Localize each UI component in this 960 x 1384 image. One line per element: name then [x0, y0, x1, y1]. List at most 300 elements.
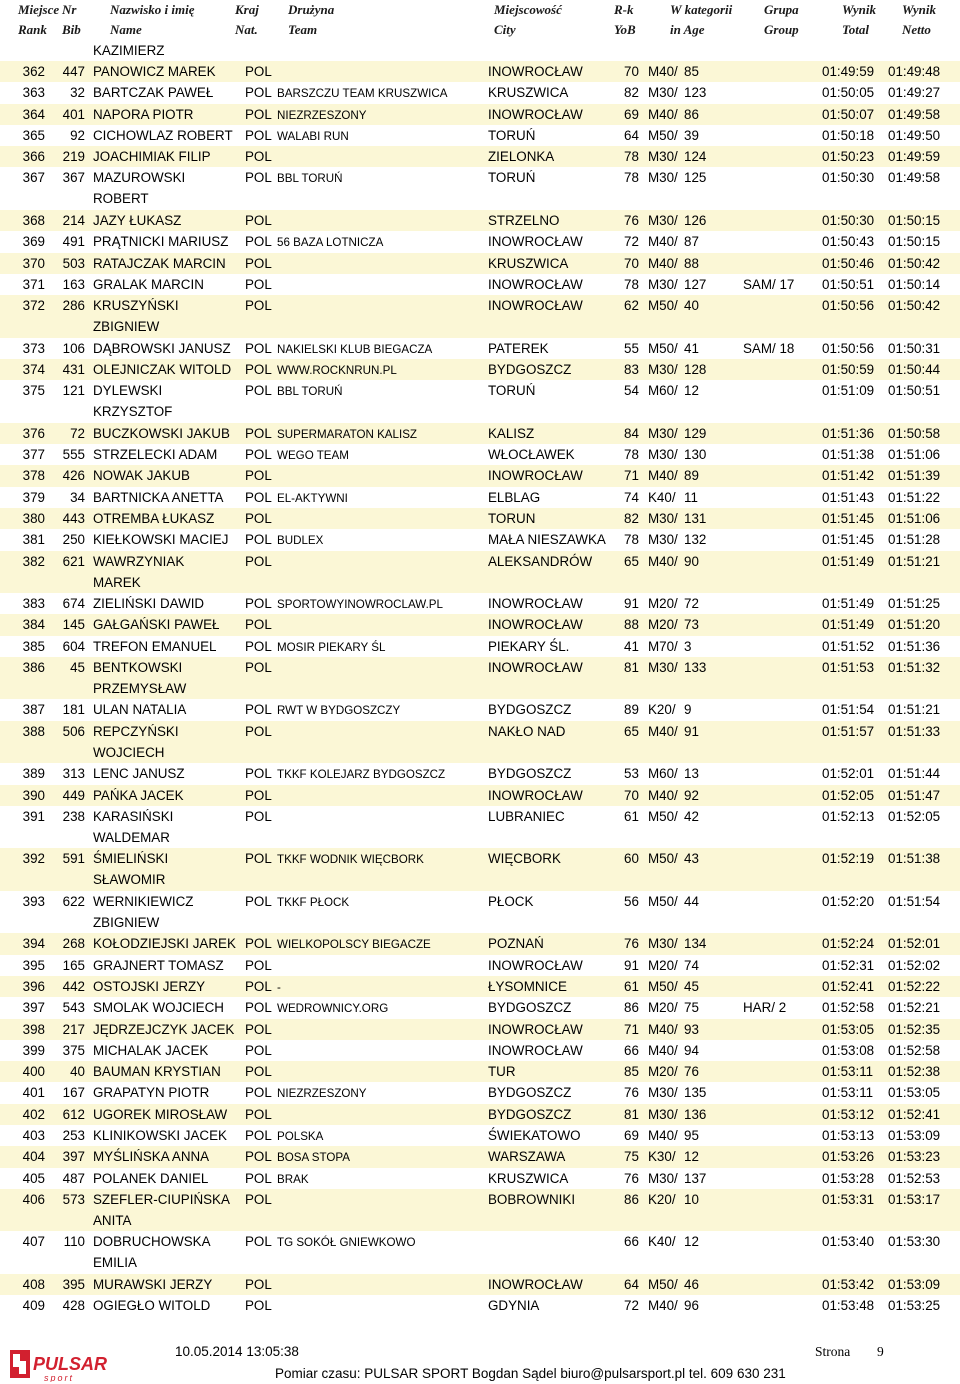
table-row: [0, 657, 960, 700]
nat-cell: POL: [245, 106, 272, 122]
nat-cell: POL: [245, 1106, 272, 1122]
nat-cell: POL: [245, 936, 272, 952]
table-row: [0, 146, 960, 167]
net-time-cell: 01:51:54: [888, 893, 941, 909]
name-line-continued: ZBIGNIEW: [93, 914, 160, 930]
net-time-cell: 01:51:32: [888, 659, 941, 675]
net-time-cell: 01:53:23: [888, 1149, 941, 1165]
in-age-cell: 3: [684, 638, 692, 654]
name-cell: [93, 444, 217, 465]
continued-name: KAZIMIERZ: [93, 43, 165, 58]
net-time-cell: 01:53:30: [888, 1234, 941, 1250]
category-cell: M40/: [648, 787, 678, 803]
name-line-continued: ROBERT: [93, 191, 149, 207]
name-cell: [93, 61, 216, 82]
yob-cell: 53: [624, 766, 639, 782]
yob-cell: 66: [624, 1234, 639, 1250]
city-cell: POZNAŃ: [488, 936, 544, 952]
nat-cell: POL: [245, 64, 272, 79]
bib-cell: 121: [62, 383, 85, 399]
nat-cell: POL: [245, 851, 272, 867]
team-cell: BUDLEX: [277, 534, 324, 548]
nat-cell: POL: [245, 1042, 272, 1058]
in-age-cell: 130: [684, 447, 707, 463]
yob-cell: 89: [624, 702, 639, 718]
table-row: [0, 1274, 960, 1295]
name-line-continued: ANITA: [93, 1212, 132, 1228]
rank-cell: 406: [22, 1191, 45, 1207]
name-line: CICHOWLAZ ROBERT: [93, 127, 233, 143]
yob-cell: 76: [624, 212, 639, 228]
bib-cell: 40: [70, 1064, 85, 1080]
category-cell: M40/: [648, 723, 678, 739]
table-row: [0, 614, 960, 635]
name-line: LENC JANUSZ: [93, 766, 185, 782]
yob-cell: 91: [624, 957, 639, 973]
name-line: MAZUROWSKI: [93, 170, 186, 186]
rank-cell: 407: [22, 1234, 45, 1250]
pulsar-logo: [10, 1348, 114, 1382]
team-cell: EL-AKTYWNI: [277, 491, 348, 505]
rank-cell: 403: [22, 1128, 45, 1143]
in-age-cell: 42: [684, 808, 699, 824]
team-cell: 56 BAZA LOTNICZA: [277, 236, 384, 250]
total-time-cell: 01:51:52: [822, 638, 875, 654]
nat-cell: POL: [245, 893, 272, 909]
total-time-cell: 01:53:28: [822, 1170, 875, 1186]
name-cell: [93, 274, 204, 295]
yob-cell: 83: [624, 361, 639, 377]
name-cell: [93, 508, 214, 529]
net-time-cell: 01:51:28: [888, 532, 941, 548]
yob-cell: 69: [624, 1128, 639, 1143]
name-line: BENTKOWSKI: [93, 659, 183, 675]
bib-cell: 286: [62, 298, 85, 314]
category-cell: M50/: [648, 1276, 678, 1292]
net-time-cell: 01:51:21: [888, 702, 941, 718]
name-cell: [93, 763, 185, 784]
name-line: RATAJCZAK MARCIN: [93, 255, 226, 271]
table-row: [0, 806, 960, 849]
in-age-cell: 127: [684, 276, 707, 292]
bib-cell: 163: [62, 276, 85, 292]
table-row: [0, 1104, 960, 1125]
in-age-cell: 43: [684, 851, 699, 867]
total-time-cell: 01:51:43: [822, 489, 875, 505]
team-cell: RWT W BYDGOSZCZY: [277, 704, 401, 718]
net-time-cell: 01:52:38: [888, 1064, 941, 1080]
category-cell: M30/: [648, 170, 678, 186]
city-cell: GDYNIA: [488, 1298, 540, 1314]
city-cell: WŁOCŁAWEK: [488, 447, 575, 463]
net-time-cell: 01:50:14: [888, 276, 941, 292]
nat-cell: POL: [245, 85, 272, 101]
header-in-age: W kategorii in Age: [670, 2, 733, 37]
yob-cell: 86: [624, 1191, 639, 1207]
nat-cell: POL: [245, 1085, 272, 1101]
name-cell: [93, 423, 230, 444]
table-row: [0, 210, 960, 231]
city-cell: BYDGOSZCZ: [488, 766, 572, 782]
name-line: GRAJNERT TOMASZ: [93, 957, 224, 973]
bib-cell: 674: [62, 596, 85, 612]
name-line: BARTCZAK PAWEŁ: [93, 85, 214, 101]
total-time-cell: 01:51:38: [822, 447, 875, 463]
name-cell: [93, 955, 224, 976]
group-cell: SAM/ 18: [743, 340, 795, 356]
header-team: Drużyna Team: [288, 2, 335, 37]
bib-cell: 238: [62, 808, 85, 824]
yob-cell: 84: [624, 425, 639, 441]
yob-cell: 62: [624, 298, 639, 314]
in-age-cell: 94: [684, 1042, 699, 1058]
bib-cell: 32: [70, 85, 85, 101]
net-time-cell: 01:51:36: [888, 638, 941, 654]
table-row: [0, 785, 960, 806]
table-row: [0, 529, 960, 550]
in-age-cell: 92: [684, 787, 699, 803]
nat-cell: POL: [245, 1298, 272, 1314]
city-cell: KALISZ: [488, 425, 535, 441]
in-age-cell: 91: [684, 723, 699, 739]
city-cell: PŁOCK: [488, 893, 534, 909]
nat-cell: POL: [245, 212, 272, 228]
rank-cell: 374: [22, 361, 45, 377]
bib-cell: 612: [62, 1106, 85, 1122]
name-cell: [93, 210, 181, 231]
bib-cell: 214: [62, 212, 85, 228]
name-cell: [93, 338, 231, 359]
name-cell: [93, 551, 184, 593]
nat-cell: POL: [245, 1191, 272, 1207]
name-cell: [93, 1104, 227, 1125]
in-age-cell: 72: [684, 596, 699, 612]
nat-cell: POL: [245, 1234, 272, 1250]
header-name: Nazwisko i imię Name: [110, 2, 195, 37]
name-cell: [93, 1146, 209, 1167]
nat-cell: POL: [245, 1064, 272, 1080]
bib-cell: 253: [62, 1128, 85, 1143]
bib-cell: 591: [62, 851, 85, 867]
net-time-cell: 01:50:58: [888, 425, 941, 441]
yob-cell: 70: [624, 255, 639, 271]
bib-cell: 367: [62, 170, 85, 186]
net-time-cell: 01:53:25: [888, 1298, 941, 1314]
rank-cell: 408: [22, 1276, 45, 1292]
yob-cell: 69: [624, 106, 639, 122]
in-age-cell: 123: [684, 85, 707, 101]
in-age-cell: 41: [684, 340, 699, 356]
net-time-cell: 01:51:38: [888, 851, 941, 867]
rank-cell: 365: [22, 127, 45, 143]
table-row: [0, 1082, 960, 1103]
net-time-cell: 01:53:05: [888, 1085, 941, 1101]
in-age-cell: 133: [684, 659, 707, 675]
name-cell: [93, 1082, 209, 1103]
in-age-cell: 88: [684, 255, 699, 271]
category-cell: M50/: [648, 808, 678, 824]
in-age-cell: 12: [684, 1234, 699, 1250]
header-total: Wynik Total: [842, 2, 876, 37]
name-line: KRUSZYŃSKI: [93, 298, 179, 314]
table-row: [0, 551, 960, 594]
category-cell: K30/: [648, 1149, 676, 1165]
net-time-cell: 01:51:33: [888, 723, 941, 739]
bib-cell: 431: [62, 361, 85, 377]
nat-cell: POL: [245, 447, 272, 463]
rank-cell: 372: [22, 298, 45, 314]
total-time-cell: 01:51:49: [822, 596, 875, 612]
city-cell: INOWROCŁAW: [488, 64, 583, 79]
table-row: [0, 1125, 960, 1146]
page-label: Strona: [815, 1344, 851, 1359]
category-cell: M40/: [648, 255, 678, 271]
name-cell: [93, 1189, 230, 1231]
rank-cell: 368: [22, 212, 45, 228]
category-cell: M30/: [648, 447, 678, 463]
table-row: [0, 104, 960, 125]
nat-cell: POL: [245, 255, 272, 271]
nat-cell: POL: [245, 489, 272, 505]
name-cell: [93, 976, 205, 997]
in-age-cell: 12: [684, 383, 699, 399]
results-rows: [0, 61, 960, 1316]
category-cell: M40/: [648, 1042, 678, 1058]
rank-cell: 395: [22, 957, 45, 973]
total-time-cell: 01:50:23: [822, 149, 875, 165]
category-cell: M30/: [648, 425, 678, 441]
bib-cell: 72: [70, 425, 85, 441]
bib-cell: 447: [62, 64, 85, 79]
name-cell: [93, 1231, 211, 1273]
team-cell: BOSA STOPA: [277, 1151, 351, 1165]
rank-cell: 364: [22, 106, 45, 122]
rank-cell: 385: [22, 638, 45, 654]
name-line: KIEŁKOWSKI MACIEJ: [93, 532, 229, 548]
name-line: DYLEWSKI: [93, 383, 163, 399]
yob-cell: 76: [624, 1085, 639, 1101]
rank-cell: 367: [22, 170, 45, 186]
in-age-cell: 90: [684, 553, 699, 569]
yob-cell: 74: [624, 489, 639, 505]
category-cell: M50/: [648, 127, 678, 143]
net-time-cell: 01:51:39: [888, 468, 941, 484]
net-time-cell: 01:51:06: [888, 447, 941, 463]
rank-cell: 378: [22, 468, 45, 484]
table-row: [0, 380, 960, 423]
name-line: UGOREK MIROSŁAW: [93, 1106, 228, 1122]
net-time-cell: 01:52:22: [888, 978, 941, 994]
in-age-cell: 44: [684, 893, 699, 909]
category-cell: M50/: [648, 340, 678, 356]
name-cell: [93, 253, 226, 274]
bib-cell: 503: [62, 255, 85, 271]
name-cell: [93, 785, 184, 806]
name-line: TREFON EMANUEL: [93, 638, 217, 654]
team-cell: BBL TORUŃ: [277, 172, 343, 186]
net-time-cell: 01:50:42: [888, 298, 941, 314]
city-cell: INOWROCŁAW: [488, 234, 583, 250]
total-time-cell: 01:52:19: [822, 851, 875, 867]
total-time-cell: 01:52:58: [822, 1000, 875, 1016]
team-cell: TKKF WODNIK WIĘCBORK: [277, 853, 424, 867]
net-time-cell: 01:49:59: [888, 149, 941, 165]
city-cell: BYDGOSZCZ: [488, 1106, 572, 1122]
city-cell: INOWROCŁAW: [488, 276, 583, 292]
table-row: [0, 976, 960, 997]
group-cell: HAR/ 2: [743, 1000, 787, 1016]
in-age-cell: 75: [684, 1000, 699, 1016]
category-cell: M40/: [648, 553, 678, 569]
in-age-cell: 128: [684, 361, 707, 377]
table-row: [0, 487, 960, 508]
net-time-cell: 01:52:35: [888, 1021, 941, 1037]
rank-cell: 394: [22, 936, 45, 952]
rank-cell: 391: [22, 808, 45, 824]
category-cell: M50/: [648, 893, 678, 909]
in-age-cell: 126: [684, 212, 707, 228]
yob-cell: 81: [624, 659, 639, 675]
bib-cell: 543: [62, 1000, 85, 1016]
name-line-continued: SŁAWOMIR: [93, 872, 166, 888]
table-row: [0, 1061, 960, 1082]
name-cell: [93, 529, 228, 550]
bib-cell: 92: [70, 127, 85, 143]
rank-cell: 370: [22, 255, 45, 271]
total-time-cell: 01:53:40: [822, 1234, 875, 1250]
table-row: [0, 848, 960, 891]
nat-cell: POL: [245, 425, 272, 441]
name-line: GRALAK MARCIN: [93, 276, 204, 292]
name-line: PRĄTNICKI MARIUSZ: [93, 234, 229, 250]
category-cell: M60/: [648, 383, 678, 399]
total-time-cell: 01:53:48: [822, 1298, 875, 1314]
name-line: ZIELIŃSKI DAWID: [93, 596, 205, 612]
name-cell: [93, 295, 179, 337]
name-line-continued: WALDEMAR: [93, 829, 170, 845]
category-cell: M70/: [648, 638, 678, 654]
category-cell: M30/: [648, 361, 678, 377]
team-cell: POLSKA: [277, 1130, 324, 1143]
rank-cell: 376: [22, 425, 45, 441]
rank-cell: 401: [22, 1085, 45, 1101]
name-cell: [93, 359, 231, 380]
name-cell: [93, 167, 185, 209]
rank-cell: 390: [22, 787, 45, 803]
net-time-cell: 01:52:58: [888, 1042, 941, 1058]
rank-cell: 381: [22, 532, 45, 548]
net-time-cell: 01:51:47: [888, 787, 941, 803]
team-cell: SPORTOWYINOWROCLAW.PL: [277, 598, 443, 612]
team-cell: NIEZRZESZONY: [277, 1087, 367, 1101]
table-row: [0, 636, 960, 657]
bib-cell: 375: [62, 1042, 85, 1058]
team-cell: BARSZCZU TEAM KRUSZWICA: [277, 87, 448, 101]
bib-cell: 555: [62, 447, 85, 463]
total-time-cell: 01:50:59: [822, 361, 875, 377]
header-rank: Miejsce Rank: [18, 2, 60, 37]
net-time-cell: 01:49:50: [888, 127, 941, 143]
nat-cell: POL: [245, 340, 272, 356]
total-time-cell: 01:50:30: [822, 170, 875, 186]
category-cell: M20/: [648, 957, 678, 973]
rank-cell: 399: [22, 1042, 45, 1058]
name-cell: [93, 1168, 208, 1189]
category-cell: M40/: [648, 1298, 678, 1314]
net-time-cell: 01:53:17: [888, 1191, 941, 1207]
city-cell: KRUSZWICA: [488, 1170, 569, 1186]
page-number: 9: [877, 1344, 884, 1359]
name-line: DĄBROWSKI JANUSZ: [93, 340, 231, 356]
net-time-cell: 01:52:53: [888, 1170, 941, 1186]
name-cell: [93, 933, 236, 954]
bib-cell: 313: [62, 766, 85, 782]
in-age-cell: 9: [684, 702, 692, 718]
total-time-cell: 01:50:56: [822, 298, 875, 314]
in-age-cell: 89: [684, 468, 699, 484]
nat-cell: POL: [245, 383, 272, 399]
bib-cell: 491: [62, 234, 85, 250]
rank-cell: 384: [22, 617, 45, 633]
city-cell: WARSZAWA: [488, 1149, 566, 1165]
city-cell: MAŁA NIESZAWKA: [488, 532, 606, 548]
name-line: JĘDRZEJCZYK JACEK: [93, 1021, 235, 1037]
table-row: [0, 253, 960, 274]
name-line: STRZELECKI ADAM: [93, 447, 218, 463]
city-cell: BYDGOSZCZ: [488, 361, 572, 377]
in-age-cell: 73: [684, 617, 699, 633]
table-row: [0, 508, 960, 529]
category-cell: M20/: [648, 596, 678, 612]
nat-cell: POL: [245, 532, 272, 548]
total-time-cell: 01:53:26: [822, 1149, 875, 1165]
net-time-cell: 01:50:15: [888, 212, 941, 228]
nat-cell: POL: [245, 1276, 272, 1292]
name-line: BAUMAN KRYSTIAN: [93, 1064, 221, 1080]
name-line: PAŃKA JACEK: [93, 787, 184, 803]
category-cell: M50/: [648, 851, 678, 867]
team-cell: MOSIR PIEKARY ŚL: [277, 640, 386, 654]
yob-cell: 55: [624, 340, 639, 356]
yob-cell: 65: [624, 553, 639, 569]
category-cell: K40/: [648, 1234, 676, 1250]
category-cell: M30/: [648, 659, 678, 675]
table-row: [0, 955, 960, 976]
table-row: [0, 125, 960, 146]
total-time-cell: 01:51:54: [822, 702, 875, 718]
table-row: [0, 1168, 960, 1189]
yob-cell: 78: [624, 170, 639, 186]
table-row: [0, 933, 960, 954]
yob-cell: 78: [624, 532, 639, 548]
bib-cell: 573: [62, 1191, 85, 1207]
city-cell: ŚWIEKATOWO: [488, 1128, 581, 1143]
nat-cell: POL: [245, 702, 272, 718]
city-cell: LUBRANIEC: [488, 808, 565, 824]
rank-cell: 382: [22, 553, 45, 569]
name-line: SMOLAK WOJCIECH: [93, 1000, 224, 1016]
bib-cell: 426: [62, 468, 85, 484]
rank-cell: 366: [22, 149, 45, 165]
name-cell: [93, 231, 228, 252]
net-time-cell: 01:50:42: [888, 255, 941, 271]
table-row: [0, 167, 960, 210]
table-row: [0, 997, 960, 1018]
bib-cell: 250: [62, 532, 85, 548]
nat-cell: POL: [245, 638, 272, 654]
net-time-cell: 01:51:20: [888, 617, 941, 633]
rank-cell: 371: [22, 276, 45, 292]
